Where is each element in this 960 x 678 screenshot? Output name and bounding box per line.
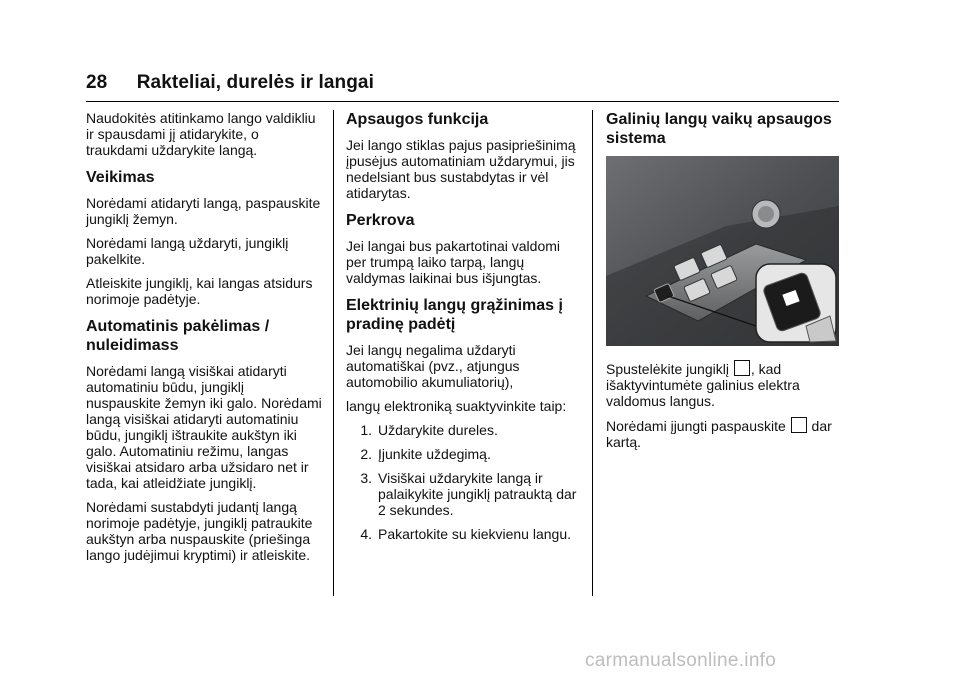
section-heading-perkrova: Perkrova [346,212,415,229]
section-heading-vaiku-apsauga: Galinių langų vaikų apsaugos sistema [606,111,832,147]
step-text: Visiškai uždarykite langą ir palaikykite jungiklį patrauktą dar 2 sekundes. [378,470,577,518]
steps-list [346,422,580,542]
watermark: carmanualsonline.info [585,650,777,671]
section-heading-grazinimas: Elektrinių langų grąžinimas į pradinę padėtį [346,297,563,333]
step-text: Pakartokite su kiekvienu langu. [378,526,571,542]
list-item [346,446,580,462]
page-number: 28 [86,72,108,93]
paragraph: langų elektroniką suaktyvinkite taip: [346,398,567,414]
child-lock-icon [734,360,750,376]
list-item [346,526,580,542]
paragraph: Norėdami įjungti paspauskite dar kartą. [606,418,832,450]
door-panel-illustration [606,156,839,346]
column-3 [606,110,842,458]
header-rule [86,101,839,102]
paragraph: Norėdami langą uždaryti, jungiklį pakelkite. [86,235,289,267]
paragraph: Spustelėkite jungiklį , kad išaktyvintumėte galinius elektra valdomus langus. [606,361,800,409]
step-number: 1. [360,422,372,438]
column-1 [86,110,322,571]
paragraph: Jei langų negalima uždaryti automatiškai (pvz., atjungus automobilio akumuliatorių), [346,342,520,390]
step-text: Įjunkite uždegimą. [378,446,491,462]
list-item [346,470,580,518]
intro-paragraph: Naudokitės atitinkamo lango valdikliu ir spausdami jį atidarykite, o traukdami uždarykite langą. [86,110,316,158]
list-item [346,422,580,438]
child-lock-icon [791,417,807,433]
step-number: 3. [360,470,372,486]
column-divider-2 [592,110,593,596]
paragraph: Jei lango stiklas pajus pasipriešinimą įpusėjus automatiniam uždarymui, jis nedelsiant bus sustabdytas ir vėl atidarytas. [346,137,576,201]
page-header [86,72,374,94]
paragraph: Norėdami sustabdyti judantį langą norimoje padėtyje, jungiklį patraukite aukštyn arba nuspauskite (priešinga lango judėjimui kryptimi) ir atleiskite. [86,499,313,563]
section-heading-automatinis: Automatinis pakėlimas / nuleidimass [86,318,270,354]
step-number: 4. [360,526,372,542]
column-2 [346,110,580,550]
step-number: 2. [360,446,372,462]
section-heading-veikimas: Veikimas [86,169,155,186]
paragraph: Jei langai bus pakartotinai valdomi per trumpą laiko tarpą, langų valdymas laikinai bus išjungtas. [346,238,561,286]
step-text: Uždarykite dureles. [378,422,498,438]
door-switch-photo [606,156,839,346]
column-divider-1 [333,110,334,596]
page-title: Rakteliai, durelės ir langai [136,72,374,93]
paragraph: Norėdami atidaryti langą, paspauskite jungiklį žemyn. [86,195,321,227]
section-heading-apsaugos: Apsaugos funkcija [346,111,489,128]
paragraph: Norėdami langą visiškai atidaryti automatiniu būdu, jungiklį nuspauskite žemyn iki galo. Norėdami langą visiškai atidaryti automatiniu būdu, jungiklį ištraukite aukštyn iki galo. Automatiniu režimu, langas visiškai atsidaro arba užsidaro net ir tada, kai atleidžiate jungiklį. [86,363,322,491]
paragraph: Atleiskite jungiklį, kai langas atsidurs norimoje padėtyje. [86,275,313,307]
